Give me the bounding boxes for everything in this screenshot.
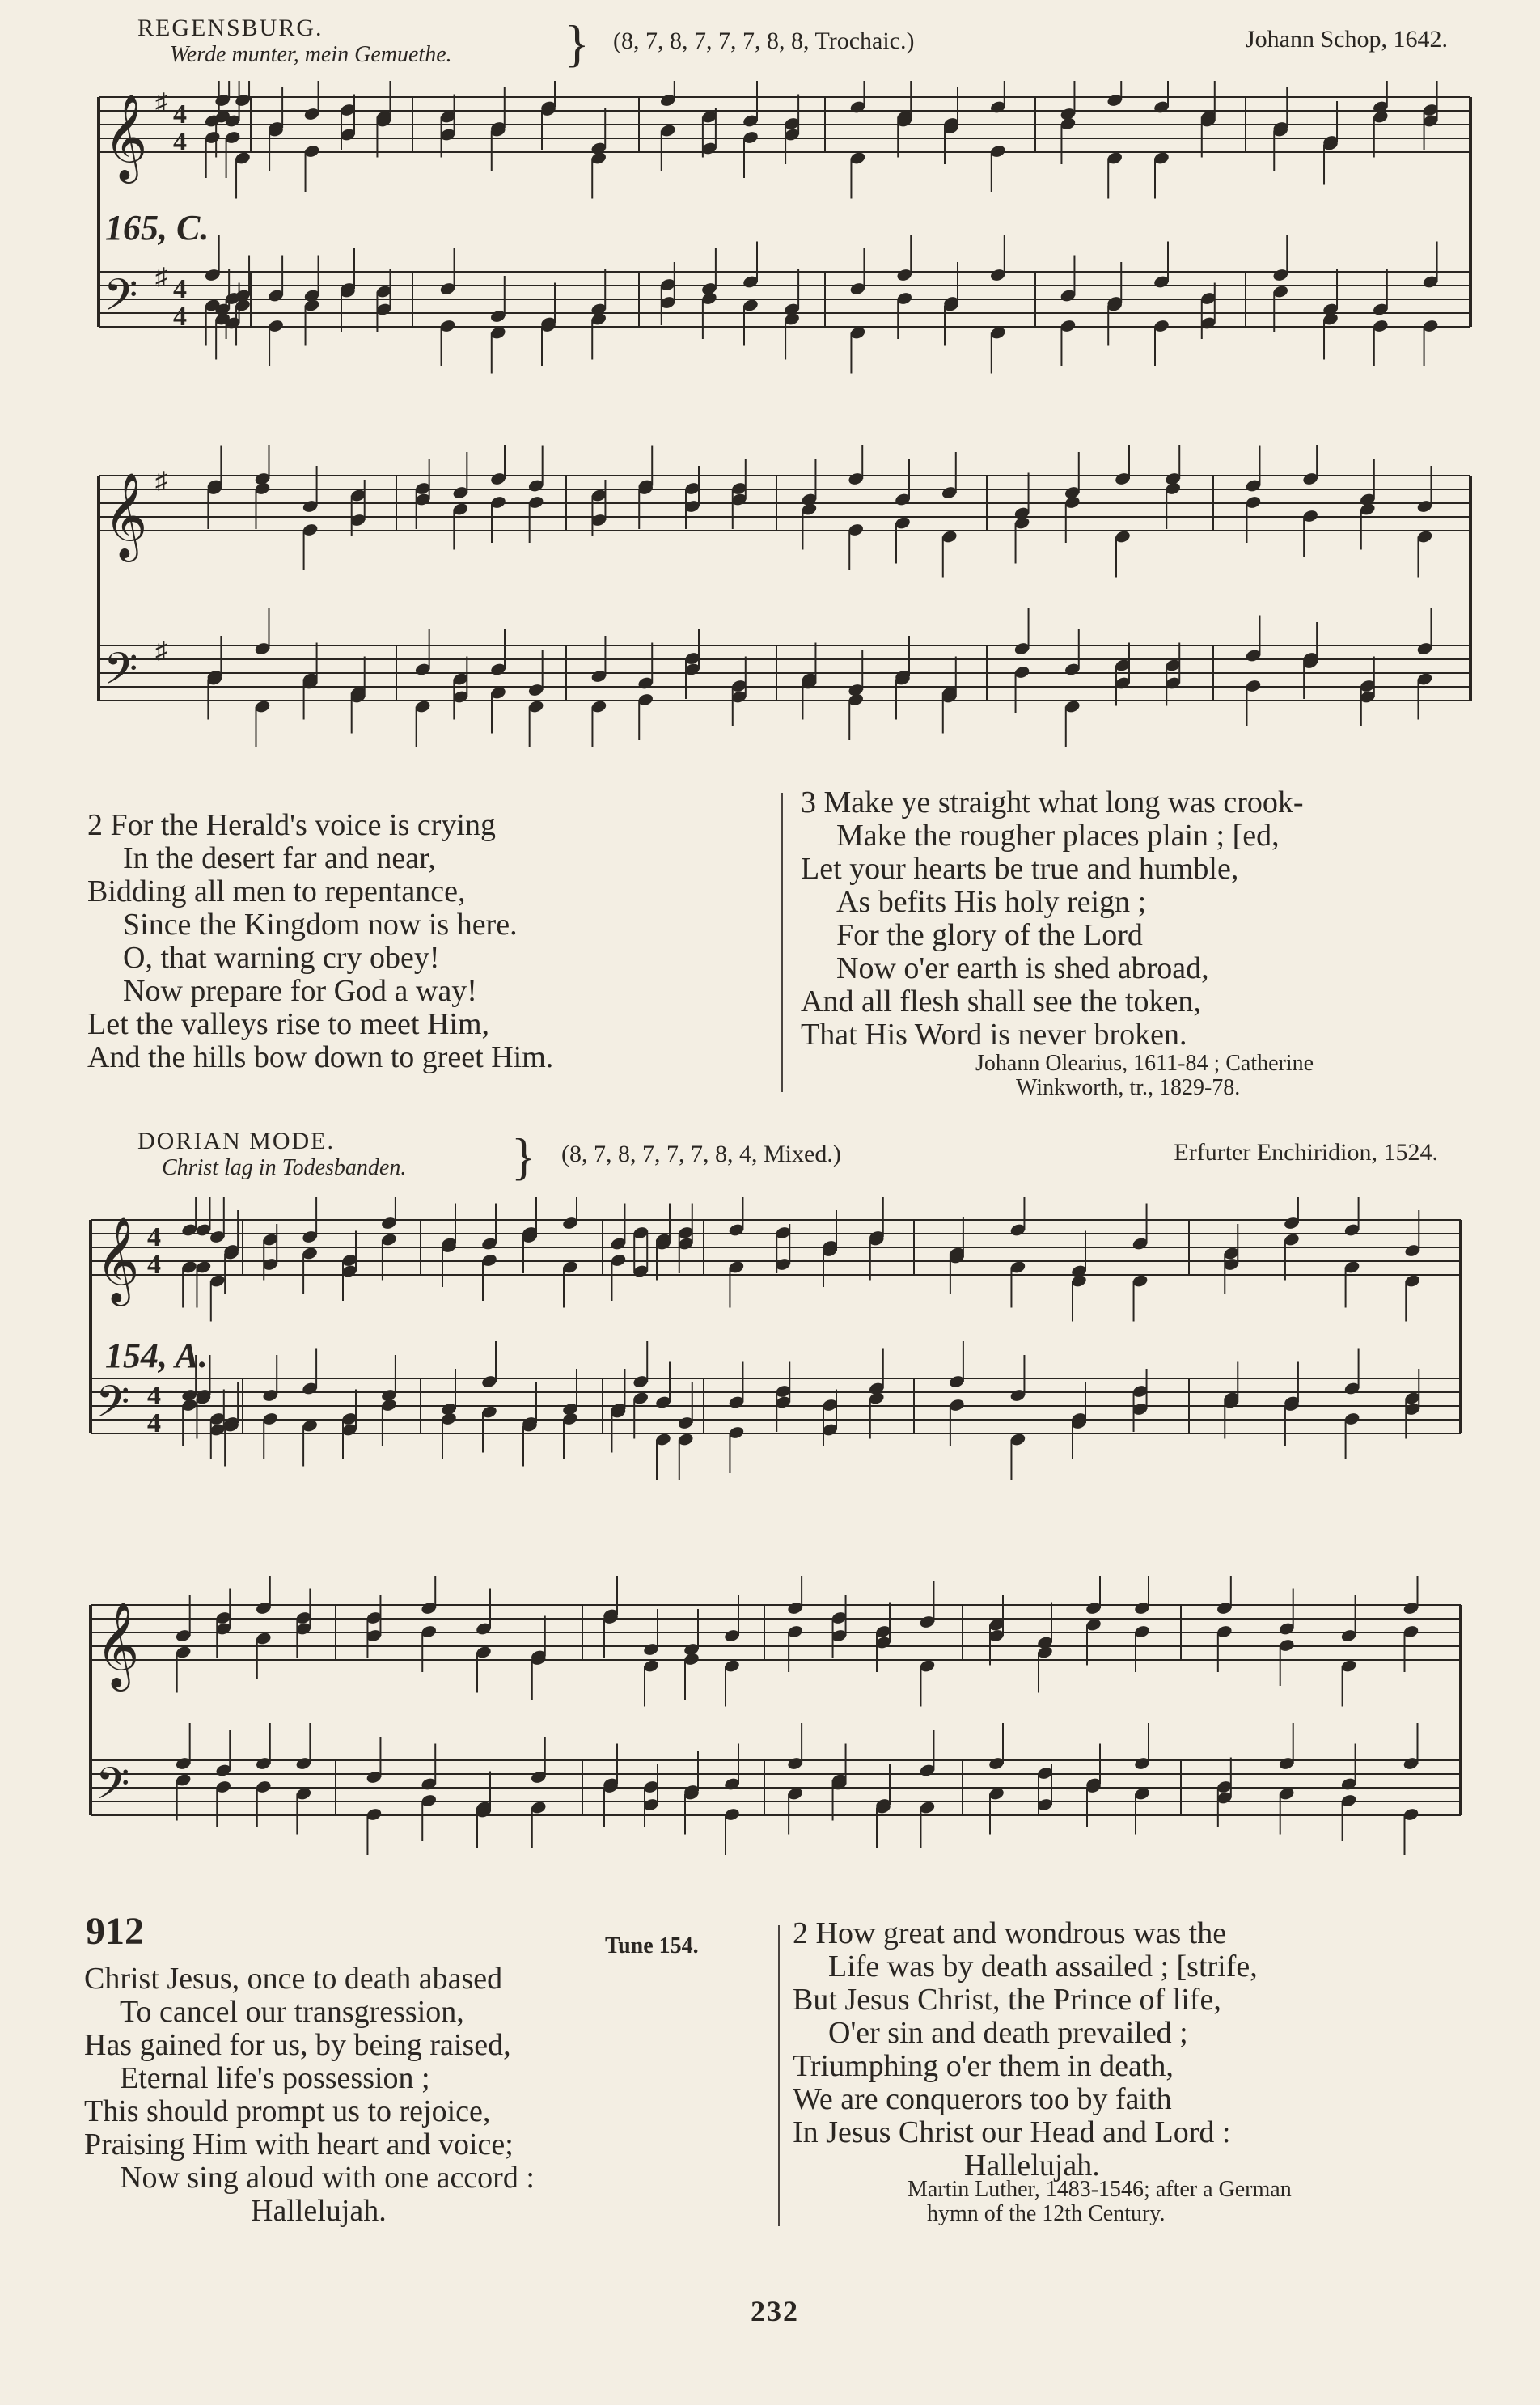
verse-line: For the glory of the Lord [836, 918, 1143, 952]
attribution-line: Martin Luther, 1483-1546; after a German [908, 2177, 1292, 2202]
verse-line: Make the rougher places plain ; [ed, [836, 819, 1280, 853]
verse-line: That His Word is never broken. [801, 1018, 1187, 1052]
verse-line: But Jesus Christ, the Prince of life, [793, 1983, 1221, 2017]
verse-line: Now prepare for God a way! [123, 974, 477, 1008]
verse-line: Christ Jesus, once to death abased [84, 1962, 503, 1996]
sharp-icon: ♯ [155, 89, 167, 116]
time-signature: 4 [173, 302, 187, 332]
verse-line: Let the valleys rise to meet Him, [87, 1007, 490, 1041]
attribution [975, 1052, 1314, 1100]
verse-line: O'er sin and death prevailed ; [828, 2016, 1188, 2050]
time-signature: 4 [173, 274, 187, 304]
verse-line: As befits His holy reign ; [836, 885, 1147, 919]
time-signature: 4 [147, 1250, 161, 1280]
time-signature: 4 [173, 127, 187, 157]
sharp-icon: ♯ [155, 264, 167, 290]
stanza-3 [801, 786, 1304, 1052]
music-system-4 [0, 1576, 1540, 1899]
verse-line: In the desert far and near, [123, 841, 436, 875]
verse-line: 2 For the Herald's voice is crying [87, 808, 496, 842]
verse-line: Praising Him with heart and voice; [84, 2128, 514, 2162]
verse-line: This should prompt us to rejoice, [84, 2094, 491, 2128]
tune-header-dorian [138, 1128, 1448, 1192]
stanza-2 [87, 809, 553, 1074]
verse-line: Eternal life's possession ; [120, 2061, 430, 2095]
attribution-line: Johann Olearius, 1611-84 ; Catherine [975, 1051, 1314, 1076]
tune-number: 165, C. [105, 208, 209, 248]
brace: } [565, 15, 590, 72]
tune-composer: Erfurter Enchiridion, 1524. [1174, 1139, 1438, 1166]
sharp-icon: ♯ [155, 468, 167, 494]
brace: } [511, 1128, 536, 1185]
time-signature: 4 [147, 1408, 161, 1438]
verse-line: Triumphing o'er them in death, [793, 2049, 1174, 2083]
attribution-line: Winkworth, tr., 1829-78. [1016, 1075, 1241, 1100]
page-number: 232 [751, 2295, 799, 2327]
treble-clef-icon: 𝄞 [95, 1216, 140, 1302]
time-signature: 4 [147, 1381, 161, 1411]
verse-line: Since the Kingdom now is here. [123, 908, 518, 942]
verse-line: And all flesh shall see the token, [801, 984, 1201, 1018]
bass-clef-icon: 𝄢 [104, 269, 138, 332]
verse-line: Hallelujah. [251, 2194, 387, 2228]
verse-line: Has gained for us, by being raised, [84, 2028, 511, 2062]
verse-line: To cancel our transgression, [120, 1995, 464, 2029]
music-system-1 [0, 81, 1540, 437]
verse-line: Hallelujah. [964, 2149, 1100, 2183]
column-divider [778, 1925, 780, 2226]
time-signature: 4 [147, 1222, 161, 1252]
verse-line: We are conquerors too by faith [793, 2082, 1172, 2116]
tune-reference: Tune 154. [605, 1933, 699, 1958]
verse-line: Bidding all men to repentance, [87, 874, 466, 908]
treble-clef-icon: 𝄞 [95, 1601, 140, 1687]
treble-clef-icon: 𝄞 [104, 93, 148, 180]
verse-line: 3 Make ye straight what long was crook- [801, 785, 1304, 819]
verse-line: Life was by death assailed ; [strife, [828, 1950, 1258, 1984]
bass-clef-icon: 𝄢 [95, 1376, 130, 1438]
bass-clef-icon: 𝄢 [104, 643, 138, 705]
tune-composer: Johann Schop, 1642. [1246, 26, 1448, 53]
bass-clef-icon: 𝄢 [95, 1758, 130, 1820]
hymn-number: 912 [86, 1910, 144, 1953]
verse-line: In Jesus Christ our Head and Lord : [793, 2115, 1231, 2149]
attribution-line: hymn of the 12th Century. [927, 2201, 1166, 2226]
stanza-912-2 [793, 1917, 1258, 2183]
stanza-912-1 [84, 1963, 535, 2228]
verse-line: And the hills bow down to greet Him. [87, 1040, 554, 1074]
verse-line: Now sing aloud with one accord : [120, 2161, 535, 2195]
verse-line: Let your hearts be true and humble, [801, 852, 1239, 886]
tune-subtitle: Christ lag in Todesbanden. [162, 1155, 407, 1180]
sharp-icon: ♯ [155, 637, 167, 664]
verse-line: O, that warning cry obey! [123, 941, 440, 975]
tune-header-regensburg [138, 15, 1448, 79]
tune-meter: (8, 7, 8, 7, 7, 7, 8, 4, Mixed.) [561, 1141, 841, 1167]
column-divider [781, 793, 783, 1092]
music-system-3 [0, 1197, 1540, 1537]
time-signature: 4 [173, 100, 187, 129]
verse-line: 2 How great and wondrous was the [793, 1916, 1227, 1950]
tune-meter: (8, 7, 8, 7, 7, 7, 8, 8, Trochaic.) [613, 28, 915, 54]
tune-subtitle: Werde munter, mein Gemuethe. [170, 42, 452, 67]
verse-line: Now o'er earth is shed abroad, [836, 951, 1209, 985]
attribution [908, 2178, 1292, 2226]
tune-number: 154, A. [105, 1336, 208, 1375]
music-system-2 [0, 445, 1540, 785]
treble-clef-icon: 𝄞 [104, 472, 148, 558]
tune-name: DORIAN MODE. [138, 1128, 335, 1154]
tune-name: REGENSBURG. [138, 15, 324, 41]
